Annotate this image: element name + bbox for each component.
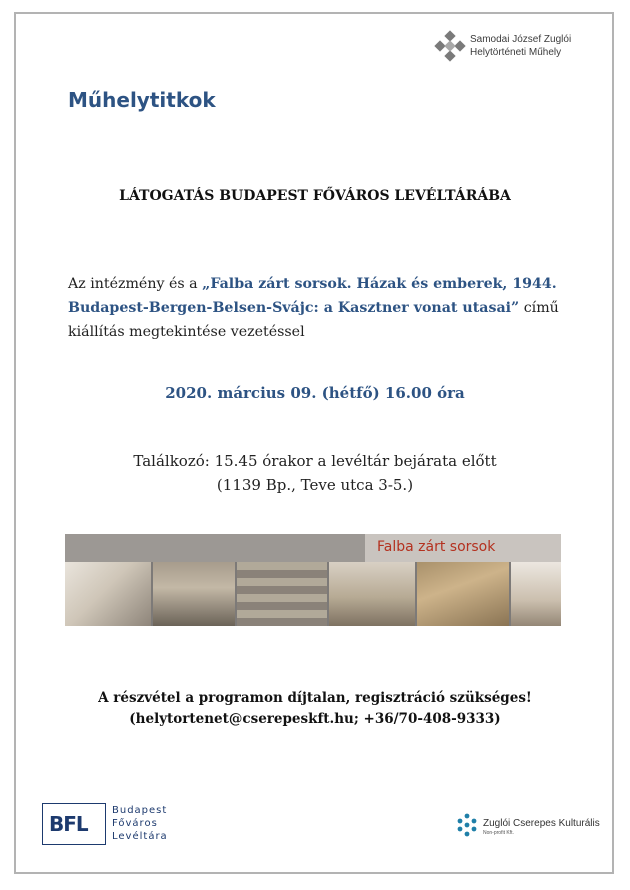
description-suffix: című (519, 300, 559, 316)
exhibition-title-line2: Budapest-Bergen-Belsen-Svájc: a Kasztner vonat utasai” (68, 300, 520, 316)
banner-title: Falba zárt sorsok (377, 539, 496, 555)
meeting-address: (1139 Bp., Teve utca 3-5.) (216, 476, 414, 494)
page-frame (14, 12, 614, 874)
bfl-logo-text (112, 804, 168, 843)
samodai-logo-text (470, 33, 571, 59)
zcs-logo-name: Zuglói Cserepes Kulturális (483, 818, 600, 829)
zcs-logo-sub: Non-profit Kft. (483, 830, 514, 836)
samodai-logo-line2: Helytörténeti Műhely (470, 47, 562, 58)
samodai-logo-line1: Samodai József Zuglói (470, 34, 572, 45)
meeting-info (0, 449, 630, 497)
bfl-logo-line1: Budapest (112, 805, 168, 816)
contact-line: (helytortenet@cserepeskft.hu; +36/70-408-9333) (129, 711, 501, 727)
banner-photo-5 (417, 562, 509, 626)
samodai-logo (434, 30, 604, 66)
banner-photo-1 (65, 562, 151, 626)
exhibition-title-line1: „Falba zárt sorsok. Házak és emberek, 1944. (202, 276, 557, 292)
banner-photo-6 (511, 562, 561, 626)
registration-notice (0, 688, 630, 730)
description-prefix: Az intézmény és a (68, 276, 203, 292)
banner-photo-2 (153, 562, 235, 626)
registration-line1: A részvétel a programon díjtalan, regisztráció szükséges! (98, 690, 532, 706)
bfl-logo-mark (42, 803, 106, 845)
dot-cluster-icon (455, 813, 479, 837)
headline: LÁTOGATÁS BUDAPEST FŐVÁROS LEVÉLTÁRÁBA (119, 188, 511, 204)
bfl-logo-line2: Főváros (112, 818, 158, 829)
event-description (68, 272, 588, 344)
diamond-cluster-icon (434, 30, 466, 62)
bfl-logo-line3: Levéltára (112, 831, 168, 842)
exhibition-banner (65, 534, 561, 626)
meeting-line1: Találkozó: 15.45 órakor a levéltár bejárata előtt (133, 452, 497, 470)
zcs-logo (455, 813, 615, 843)
description-line3: kiállítás megtekintése vezetéssel (68, 324, 305, 340)
banner-photo-4 (329, 562, 415, 626)
event-date: 2020. március 09. (hétfő) 16.00 óra (165, 384, 465, 402)
bfl-logo (42, 803, 182, 847)
section-title: Műhelytitkok (68, 88, 216, 112)
banner-photo-3 (237, 562, 327, 626)
bfl-logo-mark-text: BFL (49, 812, 88, 836)
